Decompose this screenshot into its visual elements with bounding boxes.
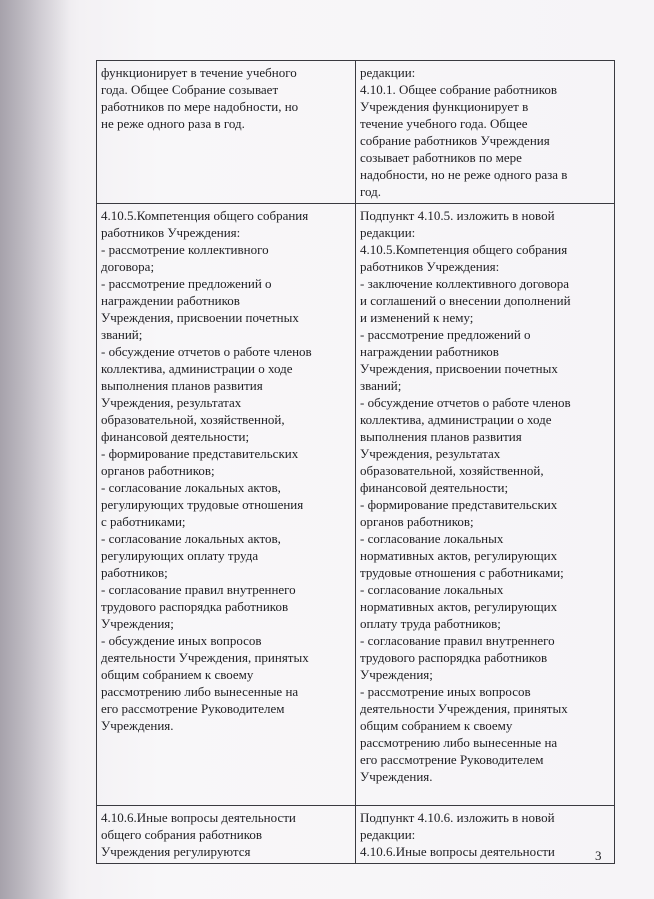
current-text-cell xyxy=(97,61,356,204)
text-line: с работниками; xyxy=(101,514,186,529)
text-line: деятельности Учреждения, принятых xyxy=(101,650,309,665)
text-line: - формирование представительских xyxy=(101,446,299,461)
text-line: 4.10.5.Компетенция общего собрания xyxy=(360,242,568,257)
text-line: деятельности Учреждения, принятых xyxy=(360,701,568,716)
text-line: 4.10.5.Компетенция общего собрания xyxy=(101,208,309,223)
text-line: Учреждения регулируются xyxy=(101,844,251,859)
text-line: 4.10.1. Общее собрание работников xyxy=(360,82,557,97)
text-line: 4.10.6.Иные вопросы деятельности xyxy=(101,810,296,825)
current-text-cell xyxy=(97,204,356,806)
text-line: 4.10.6.Иные вопросы деятельности xyxy=(360,844,555,859)
text-line: редакции: xyxy=(360,827,416,842)
new-text-cell xyxy=(356,806,615,864)
text-line: - формирование представительских xyxy=(360,497,558,512)
text-line: награждении работников xyxy=(101,293,240,308)
text-line: Учреждения, результатах xyxy=(101,395,242,410)
text-line: Подпункт 4.10.5. изложить в новой xyxy=(360,208,555,223)
text-line: работников Учреждения: xyxy=(360,259,500,274)
text-line: работников Учреждения: xyxy=(101,225,241,240)
new-text-cell xyxy=(356,204,615,806)
text-line: - обсуждение иных вопросов xyxy=(101,633,262,648)
text-line: трудового распорядка работников xyxy=(101,599,289,614)
text-line: оплату труда работников; xyxy=(360,616,501,631)
page-number: 3 xyxy=(595,848,602,863)
text-line: года. Общее Собрание созывает xyxy=(101,82,279,97)
text-line: регулирующих оплату труда xyxy=(101,548,259,563)
text-line: выполнения планов развития xyxy=(101,378,263,393)
text-line: - обсуждение отчетов о работе членов xyxy=(360,395,571,410)
amendments-table xyxy=(96,60,615,864)
text-line: выполнения планов развития xyxy=(360,429,522,444)
text-line: Учреждения; xyxy=(101,616,174,631)
text-line: рассмотрению либо вынесенные на xyxy=(360,735,558,750)
text-line: работников по мере надобности, но xyxy=(101,99,299,114)
text-line: награждении работников xyxy=(360,344,499,359)
text-line: финансовой деятельности; xyxy=(360,480,509,495)
text-line: его рассмотрение Руководителем xyxy=(101,701,285,716)
current-text-cell xyxy=(97,806,356,864)
text-line: Учреждения, присвоении почетных xyxy=(101,310,299,325)
text-line: надобности, но не реже одного раза в xyxy=(360,167,568,182)
text-line: - обсуждение отчетов о работе членов xyxy=(101,344,312,359)
text-line: званий; xyxy=(360,378,402,393)
text-line: собрание работников Учреждения xyxy=(360,133,550,148)
amendments-table-body xyxy=(97,61,615,864)
text-line: созывает работников по мере xyxy=(360,150,522,165)
text-line: его рассмотрение Руководителем xyxy=(360,752,544,767)
text-line: нормативных актов, регулирующих xyxy=(360,599,558,614)
text-line: общим собранием к своему xyxy=(360,718,513,733)
new-text-cell xyxy=(356,61,615,204)
text-line: образовательной, хозяйственной, xyxy=(360,463,544,478)
text-line: - рассмотрение иных вопросов xyxy=(360,684,531,699)
text-line: Учреждения. xyxy=(101,718,174,733)
text-line: общего собрания работников xyxy=(101,827,263,842)
text-line: год. xyxy=(360,184,381,199)
text-line: трудовые отношения с работниками; xyxy=(360,565,564,580)
text-line: финансовой деятельности; xyxy=(101,429,250,444)
text-line: функционирует в течение учебного xyxy=(101,65,297,80)
text-line: - согласование правил внутреннего xyxy=(360,633,555,648)
text-line: органов работников; xyxy=(101,463,215,478)
text-line: не реже одного раза в год. xyxy=(101,116,245,131)
text-line: званий; xyxy=(101,327,143,342)
text-line: Подпункт 4.10.6. изложить в новой xyxy=(360,810,555,825)
text-line: Учреждения; xyxy=(360,667,433,682)
text-line: коллектива, администрации о ходе xyxy=(360,412,552,427)
text-line: и соглашений о внесении дополнений xyxy=(360,293,571,308)
text-line: - согласование правил внутреннего xyxy=(101,582,296,597)
text-line: - рассмотрение предложений о xyxy=(101,276,272,291)
text-line: редакции: xyxy=(360,65,416,80)
text-line: договора; xyxy=(101,259,155,274)
text-line: редакции: xyxy=(360,225,416,240)
text-line: Учреждения, результатах xyxy=(360,446,501,461)
text-line: - заключение коллективного договора xyxy=(360,276,570,291)
text-line: общим собранием к своему xyxy=(101,667,254,682)
text-line: работников; xyxy=(101,565,168,580)
text-line: Учреждения функционирует в xyxy=(360,99,529,114)
text-line: - согласование локальных xyxy=(360,582,504,597)
table-row xyxy=(97,204,615,806)
text-line: - согласование локальных актов, xyxy=(101,480,281,495)
text-line: рассмотрению либо вынесенные на xyxy=(101,684,299,699)
table-row xyxy=(97,806,615,864)
table-row xyxy=(97,61,615,204)
text-line: нормативных актов, регулирующих xyxy=(360,548,558,563)
text-line: течение учебного года. Общее xyxy=(360,116,528,131)
text-line: и изменений к нему; xyxy=(360,310,474,325)
text-line: коллектива, администрации о ходе xyxy=(101,361,293,376)
text-line: трудового распорядка работников xyxy=(360,650,548,665)
text-line: - рассмотрение предложений о xyxy=(360,327,531,342)
text-line: образовательной, хозяйственной, xyxy=(101,412,285,427)
text-line: - согласование локальных xyxy=(360,531,504,546)
text-line: - согласование локальных актов, xyxy=(101,531,281,546)
text-line: органов работников; xyxy=(360,514,474,529)
text-line: Учреждения. xyxy=(360,769,433,784)
text-line: - рассмотрение коллективного xyxy=(101,242,269,257)
text-line: регулирующих трудовые отношения xyxy=(101,497,304,512)
text-line: Учреждения, присвоении почетных xyxy=(360,361,558,376)
binding-shadow xyxy=(0,0,70,899)
